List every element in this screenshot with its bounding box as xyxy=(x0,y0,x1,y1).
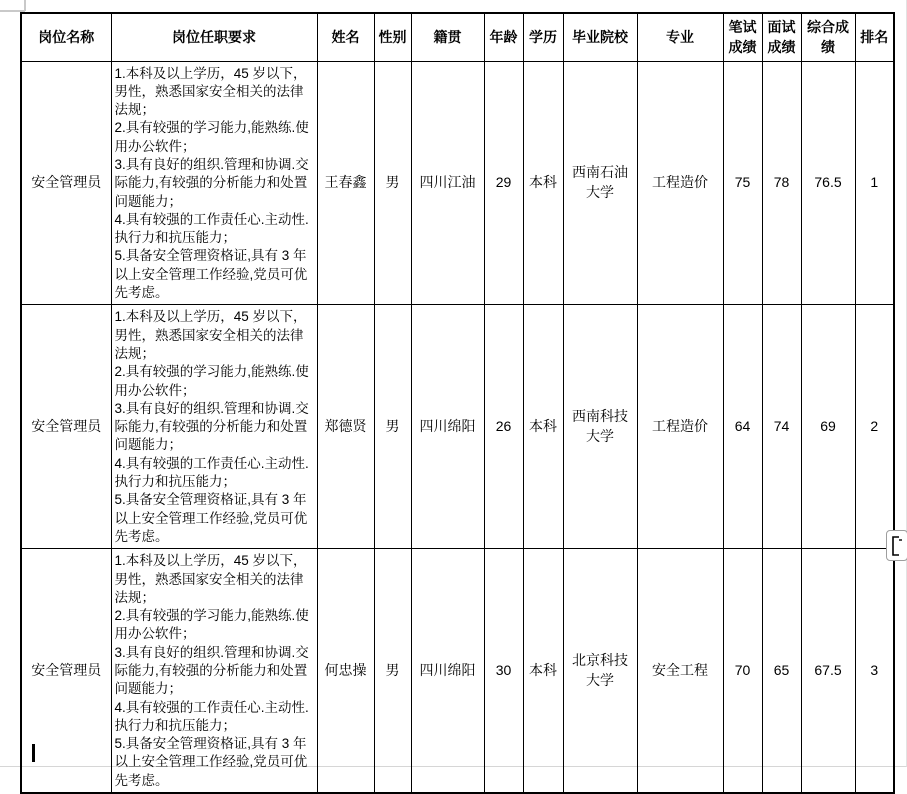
cell-age[interactable]: 29 xyxy=(484,61,523,305)
cell-major[interactable]: 工程造价 xyxy=(637,61,723,305)
column-header-education[interactable]: 学历 xyxy=(523,13,563,61)
cell-major[interactable]: 安全工程 xyxy=(637,549,723,793)
cell-interview-score[interactable]: 74 xyxy=(762,305,801,549)
requirement-item: 2.具有较强的学习能力,能熟练.使用办公软件； xyxy=(114,608,309,642)
requirement-item: 5.具备安全管理资格证,具有 3 年以上安全管理工作经验,党员可优先考虑。 xyxy=(114,736,308,788)
table-row xyxy=(21,549,894,793)
column-header-overall-score[interactable]: 综合成绩 xyxy=(801,13,855,61)
cell-overall-score[interactable]: 67.5 xyxy=(801,549,855,793)
cell-interview-score[interactable]: 65 xyxy=(762,549,801,793)
cell-overall-score[interactable]: 69 xyxy=(801,305,855,549)
cell-rank[interactable]: 1 xyxy=(855,61,894,305)
header-row xyxy=(21,13,894,61)
cell-gender[interactable]: 男 xyxy=(374,61,411,305)
column-header-name[interactable]: 姓名 xyxy=(317,13,374,61)
column-header-written-score[interactable]: 笔试成绩 xyxy=(723,13,762,61)
cell-rank[interactable]: 2 xyxy=(855,305,894,549)
cell-hometown[interactable]: 四川绵阳 xyxy=(411,549,484,793)
table-row xyxy=(21,61,894,305)
requirement-item: 4.具有较强的工作责任心.主动性.执行力和抗压能力； xyxy=(114,699,309,733)
column-header-position[interactable]: 岗位名称 xyxy=(21,13,111,61)
cell-education[interactable]: 本科 xyxy=(523,61,563,305)
margin-crop-mark-vertical xyxy=(24,0,26,11)
cell-hometown[interactable]: 四川绵阳 xyxy=(411,305,484,549)
cell-education[interactable]: 本科 xyxy=(523,549,563,793)
cell-position[interactable]: 安全管理员 xyxy=(21,61,111,305)
cell-requirements[interactable] xyxy=(111,305,317,549)
cell-written-score[interactable]: 75 xyxy=(723,61,762,305)
cell-hometown[interactable]: 四川江油 xyxy=(411,61,484,305)
requirement-item: 5.具备安全管理资格证,具有 3 年以上安全管理工作经验,党员可优先考虑。 xyxy=(114,248,308,301)
cell-major[interactable]: 工程造价 xyxy=(637,305,723,549)
cell-interview-score[interactable]: 78 xyxy=(762,61,801,305)
column-header-interview-score[interactable]: 面试成绩 xyxy=(762,13,801,61)
requirement-item: 2.具有较强的学习能力,能熟练.使用办公软件； xyxy=(114,120,309,154)
cell-requirements[interactable] xyxy=(111,61,317,305)
cell-name[interactable]: 郑德贤 xyxy=(317,305,374,549)
requirement-item: 3.具有良好的组织.管理和协调.交际能力,有较强的分析能力和处置问题能力； xyxy=(114,156,309,209)
requirement-item: 1.本科及以上学历，45 岁以下，男性，熟悉国家安全相关的法律法规； xyxy=(114,65,307,118)
column-header-gender[interactable]: 性别 xyxy=(374,13,411,61)
column-header-requirements[interactable]: 岗位任职要求 xyxy=(111,13,317,61)
cell-rank[interactable]: 3 xyxy=(855,549,894,793)
text-cursor xyxy=(32,744,35,762)
cell-education[interactable]: 本科 xyxy=(523,305,563,549)
requirement-item: 3.具有良好的组织.管理和协调.交际能力,有较强的分析能力和处置问题能力； xyxy=(114,644,309,697)
requirement-item: 1.本科及以上学历，45 岁以下，男性，熟悉国家安全相关的法律法规； xyxy=(114,309,307,361)
cell-name[interactable]: 王春鑫 xyxy=(317,61,374,305)
column-header-school[interactable]: 毕业院校 xyxy=(563,13,637,61)
bracket-icon xyxy=(890,534,904,558)
cell-school[interactable]: 西南石油大学 xyxy=(563,61,637,305)
requirement-item: 4.具有较强的工作责任心.主动性.执行力和抗压能力； xyxy=(114,211,309,246)
requirement-item: 4.具有较强的工作责任心.主动性.执行力和抗压能力； xyxy=(114,455,309,490)
column-header-rank[interactable]: 排名 xyxy=(855,13,894,61)
cell-age[interactable]: 30 xyxy=(484,549,523,793)
requirement-item: 5.具备安全管理资格证,具有 3 年以上安全管理工作经验,党员可优先考虑。 xyxy=(114,492,308,544)
requirement-item: 2.具有较强的学习能力,能熟练.使用办公软件； xyxy=(114,364,309,398)
cell-school[interactable]: 西南科技大学 xyxy=(563,305,637,549)
column-header-hometown[interactable]: 籍贯 xyxy=(411,13,484,61)
cell-gender[interactable]: 男 xyxy=(374,305,411,549)
cell-age[interactable]: 26 xyxy=(484,305,523,549)
cell-gender[interactable]: 男 xyxy=(374,549,411,793)
recruitment-results-table xyxy=(20,12,895,794)
cell-written-score[interactable]: 64 xyxy=(723,305,762,549)
cell-position[interactable]: 安全管理员 xyxy=(21,305,111,549)
column-header-age[interactable]: 年龄 xyxy=(484,13,523,61)
table-body xyxy=(21,61,894,793)
requirement-item: 3.具有良好的组织.管理和协调.交际能力,有较强的分析能力和处置问题能力； xyxy=(114,400,309,453)
scroll-marker[interactable] xyxy=(886,530,907,561)
requirement-item: 1.本科及以上学历，45 岁以下，男性，熟悉国家安全相关的法律法规； xyxy=(114,553,307,605)
cell-name[interactable]: 何忠操 xyxy=(317,549,374,793)
cell-written-score[interactable]: 70 xyxy=(723,549,762,793)
table-row xyxy=(21,305,894,549)
cell-position[interactable]: 安全管理员 xyxy=(21,549,111,793)
cell-requirements[interactable] xyxy=(111,549,317,793)
cell-overall-score[interactable]: 76.5 xyxy=(801,61,855,305)
cell-school[interactable]: 北京科技大学 xyxy=(563,549,637,793)
column-header-major[interactable]: 专业 xyxy=(637,13,723,61)
